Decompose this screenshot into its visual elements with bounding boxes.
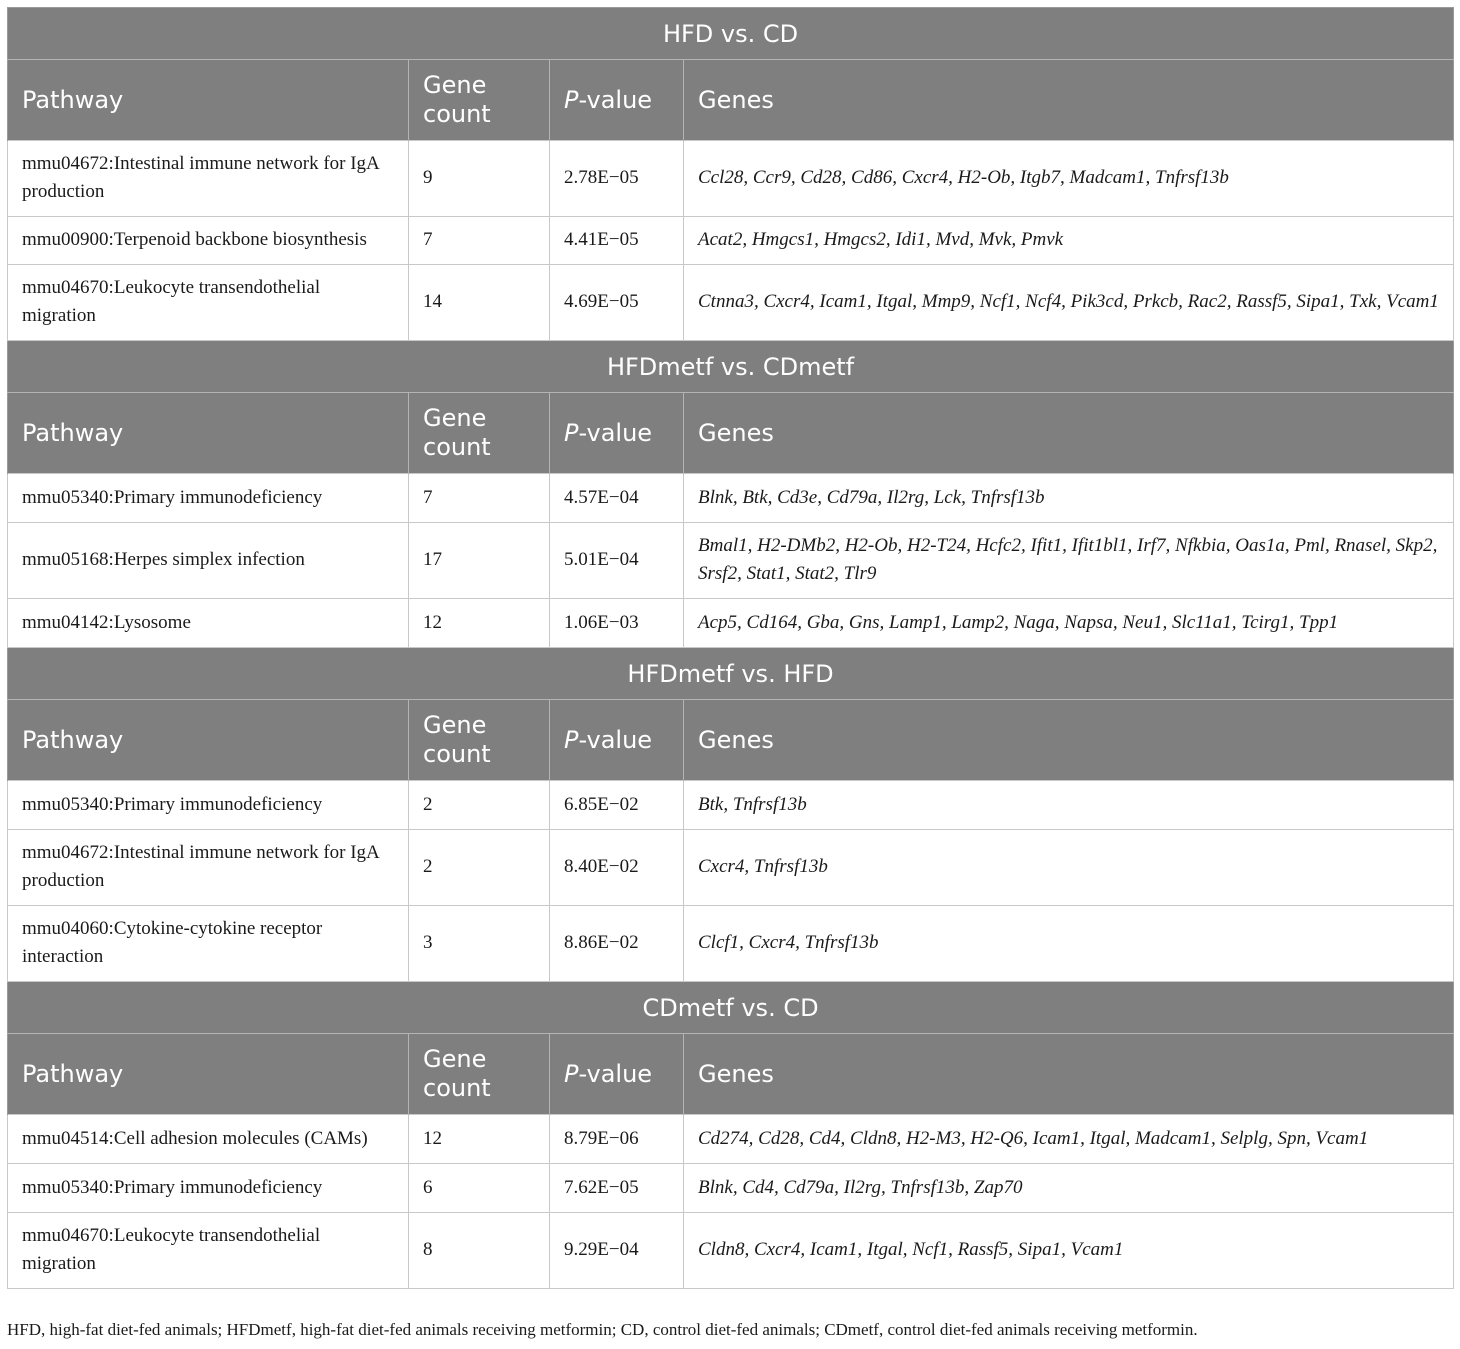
- gene-count-cell: 12: [409, 599, 550, 648]
- header-p-value: [550, 60, 684, 141]
- group-title: HFD vs. CD: [8, 8, 1454, 60]
- header-p-suffix: -value: [578, 1059, 653, 1088]
- header-p-suffix: -value: [578, 85, 653, 114]
- group-title-row: [8, 648, 1454, 700]
- table-row: [8, 217, 1454, 265]
- gene-count-cell: 12: [409, 1115, 550, 1164]
- p-value-cell: 8.86E−02: [550, 906, 684, 982]
- p-value-cell: 6.85E−02: [550, 781, 684, 830]
- table-row: [8, 599, 1454, 648]
- table-row: [8, 1115, 1454, 1164]
- genes-cell: Btk, Tnfrsf13b: [684, 781, 1454, 830]
- table-row: [8, 1164, 1454, 1213]
- gene-count-cell: 14: [409, 265, 550, 341]
- column-header-row: [8, 60, 1454, 141]
- genes-cell: Cldn8, Cxcr4, Icam1, Itgal, Ncf1, Rassf5, Sipa1, Vcam1: [684, 1213, 1454, 1289]
- column-header-row: [8, 1034, 1454, 1115]
- group-title: HFDmetf vs. HFD: [8, 648, 1454, 700]
- header-genes: Genes: [684, 1034, 1454, 1115]
- p-value-cell: 1.06E−03: [550, 599, 684, 648]
- header-p-italic: P: [564, 418, 579, 447]
- genes-cell: Bmal1, H2-DMb2, H2-Ob, H2-T24, Hcfc2, Ifit1, Ifit1bl1, Irf7, Nfkbia, Oas1a, Pml, Rnasel, Skp2, Srsf2, Stat1, Stat2, Tlr9: [684, 523, 1454, 599]
- header-p-italic: P: [564, 725, 579, 754]
- group-title-row: [8, 8, 1454, 60]
- group-title: CDmetf vs. CD: [8, 982, 1454, 1034]
- header-p-value: [550, 700, 684, 781]
- genes-cell: Blnk, Btk, Cd3e, Cd79a, Il2rg, Lck, Tnfrsf13b: [684, 474, 1454, 523]
- p-value-cell: 5.01E−04: [550, 523, 684, 599]
- p-value-cell: 9.29E−04: [550, 1213, 684, 1289]
- p-value-cell: 8.40E−02: [550, 830, 684, 906]
- pathway-cell: mmu05340:Primary immunodeficiency: [8, 474, 409, 523]
- table-row: [8, 141, 1454, 217]
- genes-cell: Cxcr4, Tnfrsf13b: [684, 830, 1454, 906]
- pathway-cell: mmu05168:Herpes simplex infection: [8, 523, 409, 599]
- p-value-cell: 8.79E−06: [550, 1115, 684, 1164]
- header-genes: Genes: [684, 60, 1454, 141]
- gene-count-cell: 6: [409, 1164, 550, 1213]
- table-body: [8, 8, 1454, 1289]
- gene-count-cell: 2: [409, 781, 550, 830]
- pathway-cell: mmu04670:Leukocyte transendothelial migration: [8, 1213, 409, 1289]
- header-gene-count: Gene count: [409, 1034, 550, 1115]
- table-footnote: HFD, high-fat diet-fed animals; HFDmetf, high-fat diet-fed animals receiving metformin; CD, control diet-fed animals; CDmetf, control diet-fed animals receiving metformin.: [7, 1320, 1198, 1339]
- p-value-cell: 4.57E−04: [550, 474, 684, 523]
- gene-count-cell: 9: [409, 141, 550, 217]
- pathway-enrichment-table: [7, 7, 1454, 1289]
- pathway-cell: mmu04514:Cell adhesion molecules (CAMs): [8, 1115, 409, 1164]
- p-value-cell: 4.41E−05: [550, 217, 684, 265]
- header-pathway: Pathway: [8, 700, 409, 781]
- pathway-cell: mmu04142:Lysosome: [8, 599, 409, 648]
- table-row: [8, 830, 1454, 906]
- gene-count-cell: 7: [409, 217, 550, 265]
- pathway-cell: mmu04060:Cytokine-cytokine receptor interaction: [8, 906, 409, 982]
- table-row: [8, 781, 1454, 830]
- header-pathway: Pathway: [8, 393, 409, 474]
- header-p-value: [550, 1034, 684, 1115]
- p-value-cell: 4.69E−05: [550, 265, 684, 341]
- header-genes: Genes: [684, 700, 1454, 781]
- gene-count-cell: 3: [409, 906, 550, 982]
- pathway-cell: mmu05340:Primary immunodeficiency: [8, 1164, 409, 1213]
- genes-cell: Acat2, Hmgcs1, Hmgcs2, Idi1, Mvd, Mvk, Pmvk: [684, 217, 1454, 265]
- genes-cell: Ccl28, Ccr9, Cd28, Cd86, Cxcr4, H2-Ob, Itgb7, Madcam1, Tnfrsf13b: [684, 141, 1454, 217]
- table-row: [8, 523, 1454, 599]
- table-row: [8, 1213, 1454, 1289]
- header-gene-count: Gene count: [409, 393, 550, 474]
- header-pathway: Pathway: [8, 60, 409, 141]
- p-value-cell: 2.78E−05: [550, 141, 684, 217]
- pathway-cell: mmu05340:Primary immunodeficiency: [8, 781, 409, 830]
- column-header-row: [8, 700, 1454, 781]
- header-p-italic: P: [564, 1059, 579, 1088]
- header-p-italic: P: [564, 85, 579, 114]
- group-title-row: [8, 341, 1454, 393]
- genes-cell: Ctnna3, Cxcr4, Icam1, Itgal, Mmp9, Ncf1, Ncf4, Pik3cd, Prkcb, Rac2, Rassf5, Sipa1, Txk, Vcam1: [684, 265, 1454, 341]
- genes-cell: Cd274, Cd28, Cd4, Cldn8, H2-M3, H2-Q6, Icam1, Itgal, Madcam1, Selplg, Spn, Vcam1: [684, 1115, 1454, 1164]
- gene-count-cell: 8: [409, 1213, 550, 1289]
- header-gene-count: Gene count: [409, 700, 550, 781]
- column-header-row: [8, 393, 1454, 474]
- header-pathway: Pathway: [8, 1034, 409, 1115]
- gene-count-cell: 17: [409, 523, 550, 599]
- header-p-suffix: -value: [578, 418, 653, 447]
- header-gene-count: Gene count: [409, 60, 550, 141]
- p-value-cell: 7.62E−05: [550, 1164, 684, 1213]
- genes-cell: Clcf1, Cxcr4, Tnfrsf13b: [684, 906, 1454, 982]
- pathway-cell: mmu04672:Intestinal immune network for IgA production: [8, 141, 409, 217]
- genes-cell: Acp5, Cd164, Gba, Gns, Lamp1, Lamp2, Naga, Napsa, Neu1, Slc11a1, Tcirg1, Tpp1: [684, 599, 1454, 648]
- group-title: HFDmetf vs. CDmetf: [8, 341, 1454, 393]
- pathway-cell: mmu00900:Terpenoid backbone biosynthesis: [8, 217, 409, 265]
- header-genes: Genes: [684, 393, 1454, 474]
- genes-cell: Blnk, Cd4, Cd79a, Il2rg, Tnfrsf13b, Zap70: [684, 1164, 1454, 1213]
- header-p-suffix: -value: [578, 725, 653, 754]
- gene-count-cell: 2: [409, 830, 550, 906]
- header-p-value: [550, 393, 684, 474]
- table-row: [8, 474, 1454, 523]
- table-row: [8, 906, 1454, 982]
- pathway-cell: mmu04670:Leukocyte transendothelial migration: [8, 265, 409, 341]
- gene-count-cell: 7: [409, 474, 550, 523]
- pathway-cell: mmu04672:Intestinal immune network for IgA production: [8, 830, 409, 906]
- table-row: [8, 265, 1454, 341]
- group-title-row: [8, 982, 1454, 1034]
